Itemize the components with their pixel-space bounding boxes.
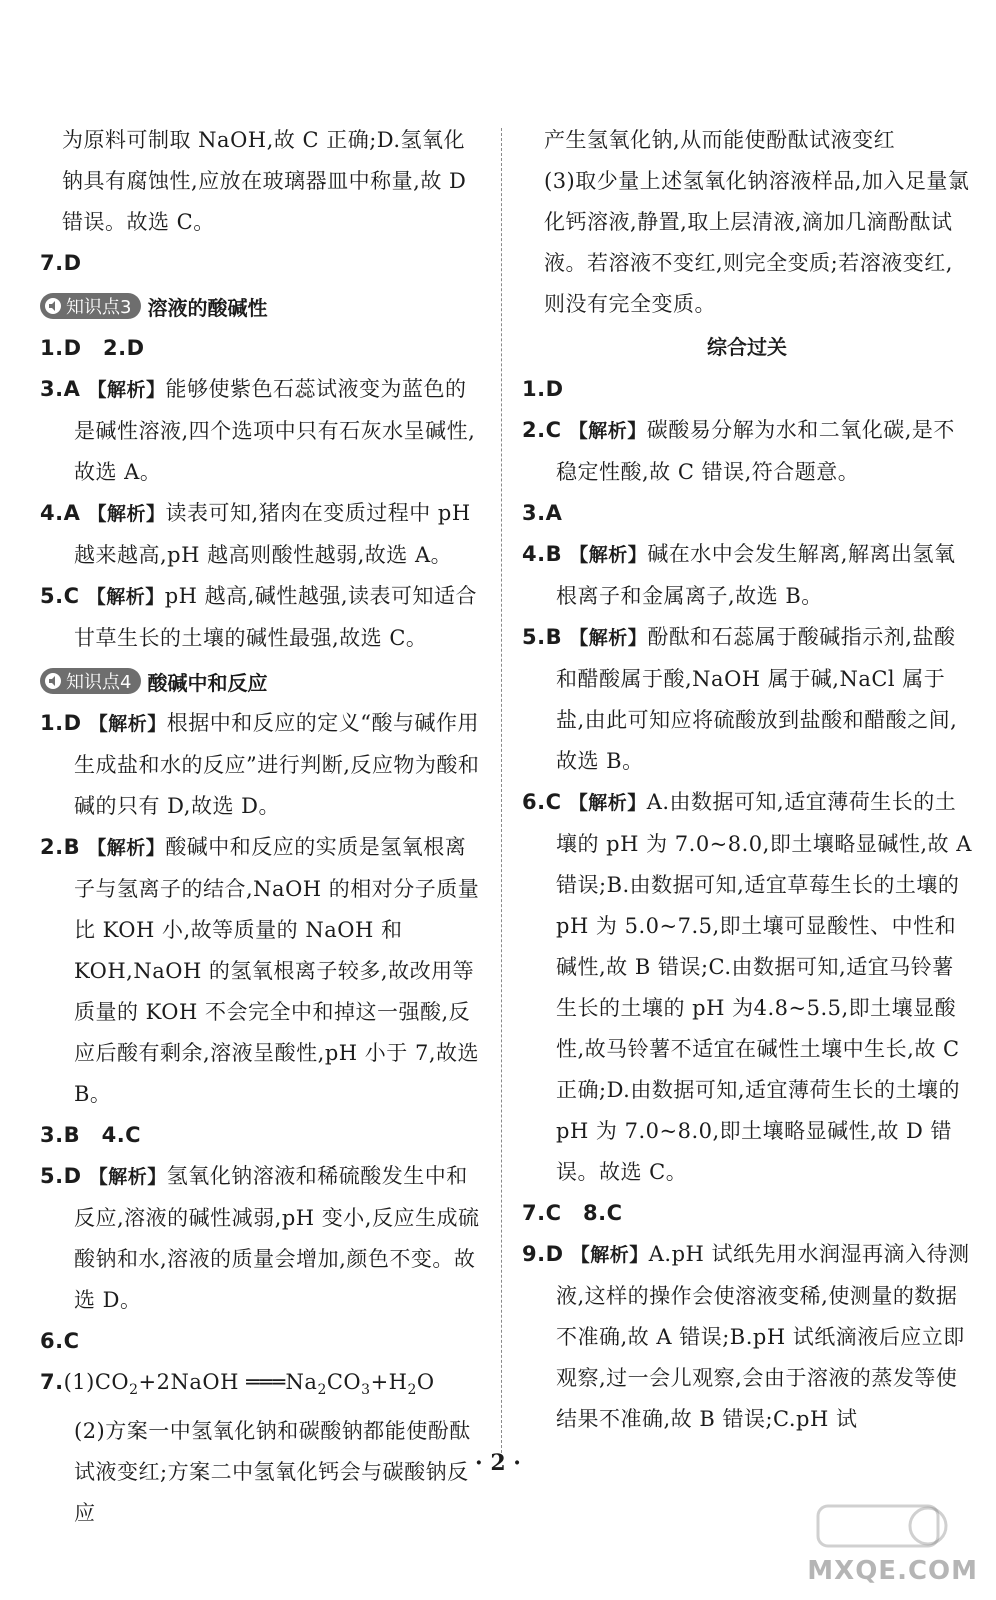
review-answer-9-label: 9.D [522, 1242, 564, 1266]
k3-answers-1-2: 1.D 2.D [40, 336, 145, 360]
k3-answer-3-label: 3.A [40, 377, 81, 401]
review-answer-2 [522, 410, 972, 493]
review-answer-6-label: 6.C [522, 790, 562, 814]
analysis-tag: 【解析】 [569, 627, 648, 649]
review-answer-4-text: 碱在水中会发生解离,解离出氢氧根离子和金属离子,故选 B。 [556, 542, 956, 608]
analysis-tag: 【解析】 [88, 1166, 167, 1188]
review-answer-1: 1.D [522, 377, 564, 401]
column-divider [501, 128, 502, 1458]
section-title: 综合过关 [707, 335, 787, 359]
review-answer-9 [522, 1234, 972, 1440]
k4-answer-5-text: 氢氧化钠溶液和稀硫酸发生中和反应,溶液的碱性减弱,pH 变小,反应生成硫酸钠和水,溶液的质量会增加,颜色不变。故选 D。 [74, 1164, 480, 1312]
k4-answer-5-label: 5.D [40, 1164, 82, 1188]
analysis-tag: 【解析】 [88, 713, 167, 735]
k3-answer-4-text: 读表可知,猪肉在变质过程中 pH 越来越高,pH 越高则酸性越弱,故选 A。 [74, 501, 478, 567]
knowledge-point-4-title: 酸碱中和反应 [147, 670, 268, 695]
review-answer-4 [522, 534, 972, 617]
knowledge-point-4-badge-label: 知识点4 [66, 672, 132, 693]
equation-part: +H [370, 1370, 408, 1394]
k4-answer-7-text: O (2)方案一中氢氧化钠和碳酸钠都能使酚酞试液变红;方案二中氢氧化钙会与碳酸钠反应 [74, 1370, 471, 1526]
review-answer-5-text: 酚酞和石蕊属于酸碱指示剂,盐酸和醋酸属于酸,NaOH 属于碱,NaCl 属于盐,由此可知应将硫酸放到盐酸和醋酸之间,故选 B。 [556, 625, 958, 773]
k4-answer-2-label: 2.B [40, 835, 81, 859]
analysis-tag: 【解析】 [87, 837, 166, 859]
knowledge-point-3-title: 溶液的酸碱性 [147, 295, 268, 320]
analysis-tag: 【解析】 [570, 1244, 649, 1266]
analysis-tag: 【解析】 [86, 586, 165, 608]
k4-answer-2-text: 酸碱中和反应的实质是氢氧根离子与氢离子的结合,NaOH 的相对分子质量比 KOH 小,故等质量的 NaOH 和 KOH,NaOH 的氢氧根离子较多,故改用等质量的 KOH 不会完全中和掉这一强酸,反应后酸有剩余,溶液呈酸性,pH 小于 7,故选 B。 [74, 835, 487, 1106]
k3-answer-5 [40, 576, 480, 659]
speaker-icon [44, 672, 62, 690]
analysis-tag: 【解析】 [569, 544, 648, 566]
right-paragraph-1: 产生氢氧化钠,从而能使酚酞试液变红 [544, 128, 896, 152]
equation-part: +2NaOH ═══Na [138, 1370, 318, 1394]
answer-7 [40, 243, 480, 284]
page-number: · 2 · [475, 1450, 521, 1476]
right-paragraph-2: (3)取少量上述氢氧化钠溶液样品,加入足量氯化钙溶液,静置,取上层清液,滴加几滴酚酞试液。若溶液不变红,则完全变质;若溶液变红,则没有完全变质。 [544, 169, 970, 316]
left-paragraph-1: 为原料可制取 NaOH,故 C 正确;D.氢氧化钠具有腐蚀性,应放在玻璃器皿中称量,故 D 错误。故选 C。 [62, 128, 474, 234]
k4-answer-1-label: 1.D [40, 711, 82, 735]
k3-answer-4-label: 4.A [40, 501, 81, 525]
speaker-icon [44, 297, 62, 315]
k3-answer-5-label: 5.C [40, 584, 80, 608]
k4-answer-7 [40, 1362, 480, 1534]
knowledge-point-3-badge [40, 293, 141, 319]
analysis-tag: 【解析】 [568, 420, 647, 442]
k3-answer-4 [40, 493, 480, 576]
analysis-tag: 【解析】 [87, 503, 166, 525]
subscript: 2 [407, 1382, 417, 1399]
review-answer-2-label: 2.C [522, 418, 562, 442]
review-answers-7-8: 7.C 8.C [522, 1201, 623, 1225]
review-answer-2-text: 碳酸易分解为水和二氧化碳,是不稳定性酸,故 C 错误,符合题意。 [556, 418, 955, 484]
knowledge-point-3-header [40, 286, 480, 326]
subscript: 3 [361, 1382, 371, 1399]
right-column [522, 120, 980, 1440]
review-answer-4-label: 4.B [522, 542, 563, 566]
review-answer-9-text: A.pH 试纸先用水润湿再滴入待测液,这样的操作会使溶液变稀,使测量的数据不准确,故 A 错误;B.pH 试纸滴液后应立即观察,过一会儿观察,会由于溶液的蒸发等使结果不准确,故 B 错误;C.pH 试 [556, 1242, 970, 1431]
subscript: 2 [129, 1382, 139, 1399]
equation-part: (1)CO [63, 1370, 130, 1394]
k3-answer-3-text: 能够使紫色石蕊试液变为蓝色的是碱性溶液,四个选项中只有石灰水呈碱性,故选 A。 [74, 377, 476, 484]
k4-answer-5 [40, 1156, 480, 1321]
k3-answer-5-text: pH 越高,碱性越强,读表可知适合甘草生长的土壤的碱性最强,故选 C。 [74, 584, 477, 650]
k4-answer-1-text: 根据中和反应的定义“酸与碱作用生成盐和水的反应”进行判断,反应物为酸和碱的只有 D,故选 D。 [74, 711, 480, 818]
knowledge-point-3-badge-label: 知识点3 [66, 297, 132, 318]
k4-answer-7-label: 7. [40, 1370, 64, 1394]
analysis-tag: 【解析】 [568, 792, 647, 814]
equation-part: CO [326, 1370, 362, 1394]
k4-answer-1 [40, 703, 480, 827]
review-answer-6 [522, 782, 980, 1193]
k4-answer-6: 6.C [40, 1329, 80, 1353]
subscript: 2 [317, 1382, 327, 1399]
watermark-text: MXQE.COM [807, 1556, 978, 1586]
k3-answer-3 [40, 369, 480, 493]
answer-7-label: 7.D [40, 251, 82, 275]
review-answer-5-label: 5.B [522, 625, 563, 649]
analysis-tag: 【解析】 [87, 379, 166, 401]
left-column [40, 120, 487, 1534]
k4-answers-3-4: 3.B 4.C [40, 1123, 142, 1147]
knowledge-point-4-badge [40, 668, 141, 694]
review-answer-5 [522, 617, 972, 782]
knowledge-point-4-header [40, 661, 480, 701]
review-answer-6-text: A.由数据可知,适宜薄荷生长的土壤的 pH 为 7.0~8.0,即土壤略显碱性,故 A 错误;B.由数据可知,适宜草莓生长的土壤的 pH 为 5.0~7.5,即土壤可显酸性、中性和碱性,故 B 错误;C.由数据可知,适宜马铃薯生长的土壤的 pH 为4.8~5.5,即土壤显酸性,故马铃薯不适宜在碱性土壤中生长,故 C 正确;D.由数据可知,适宜薄荷生长的土壤的 pH 为 7.0~8.0,即土壤略显碱性,故 D 错误。故选 C。 [556, 790, 980, 1184]
review-answer-3: 3.A [522, 501, 563, 525]
k4-answer-2 [40, 827, 487, 1115]
